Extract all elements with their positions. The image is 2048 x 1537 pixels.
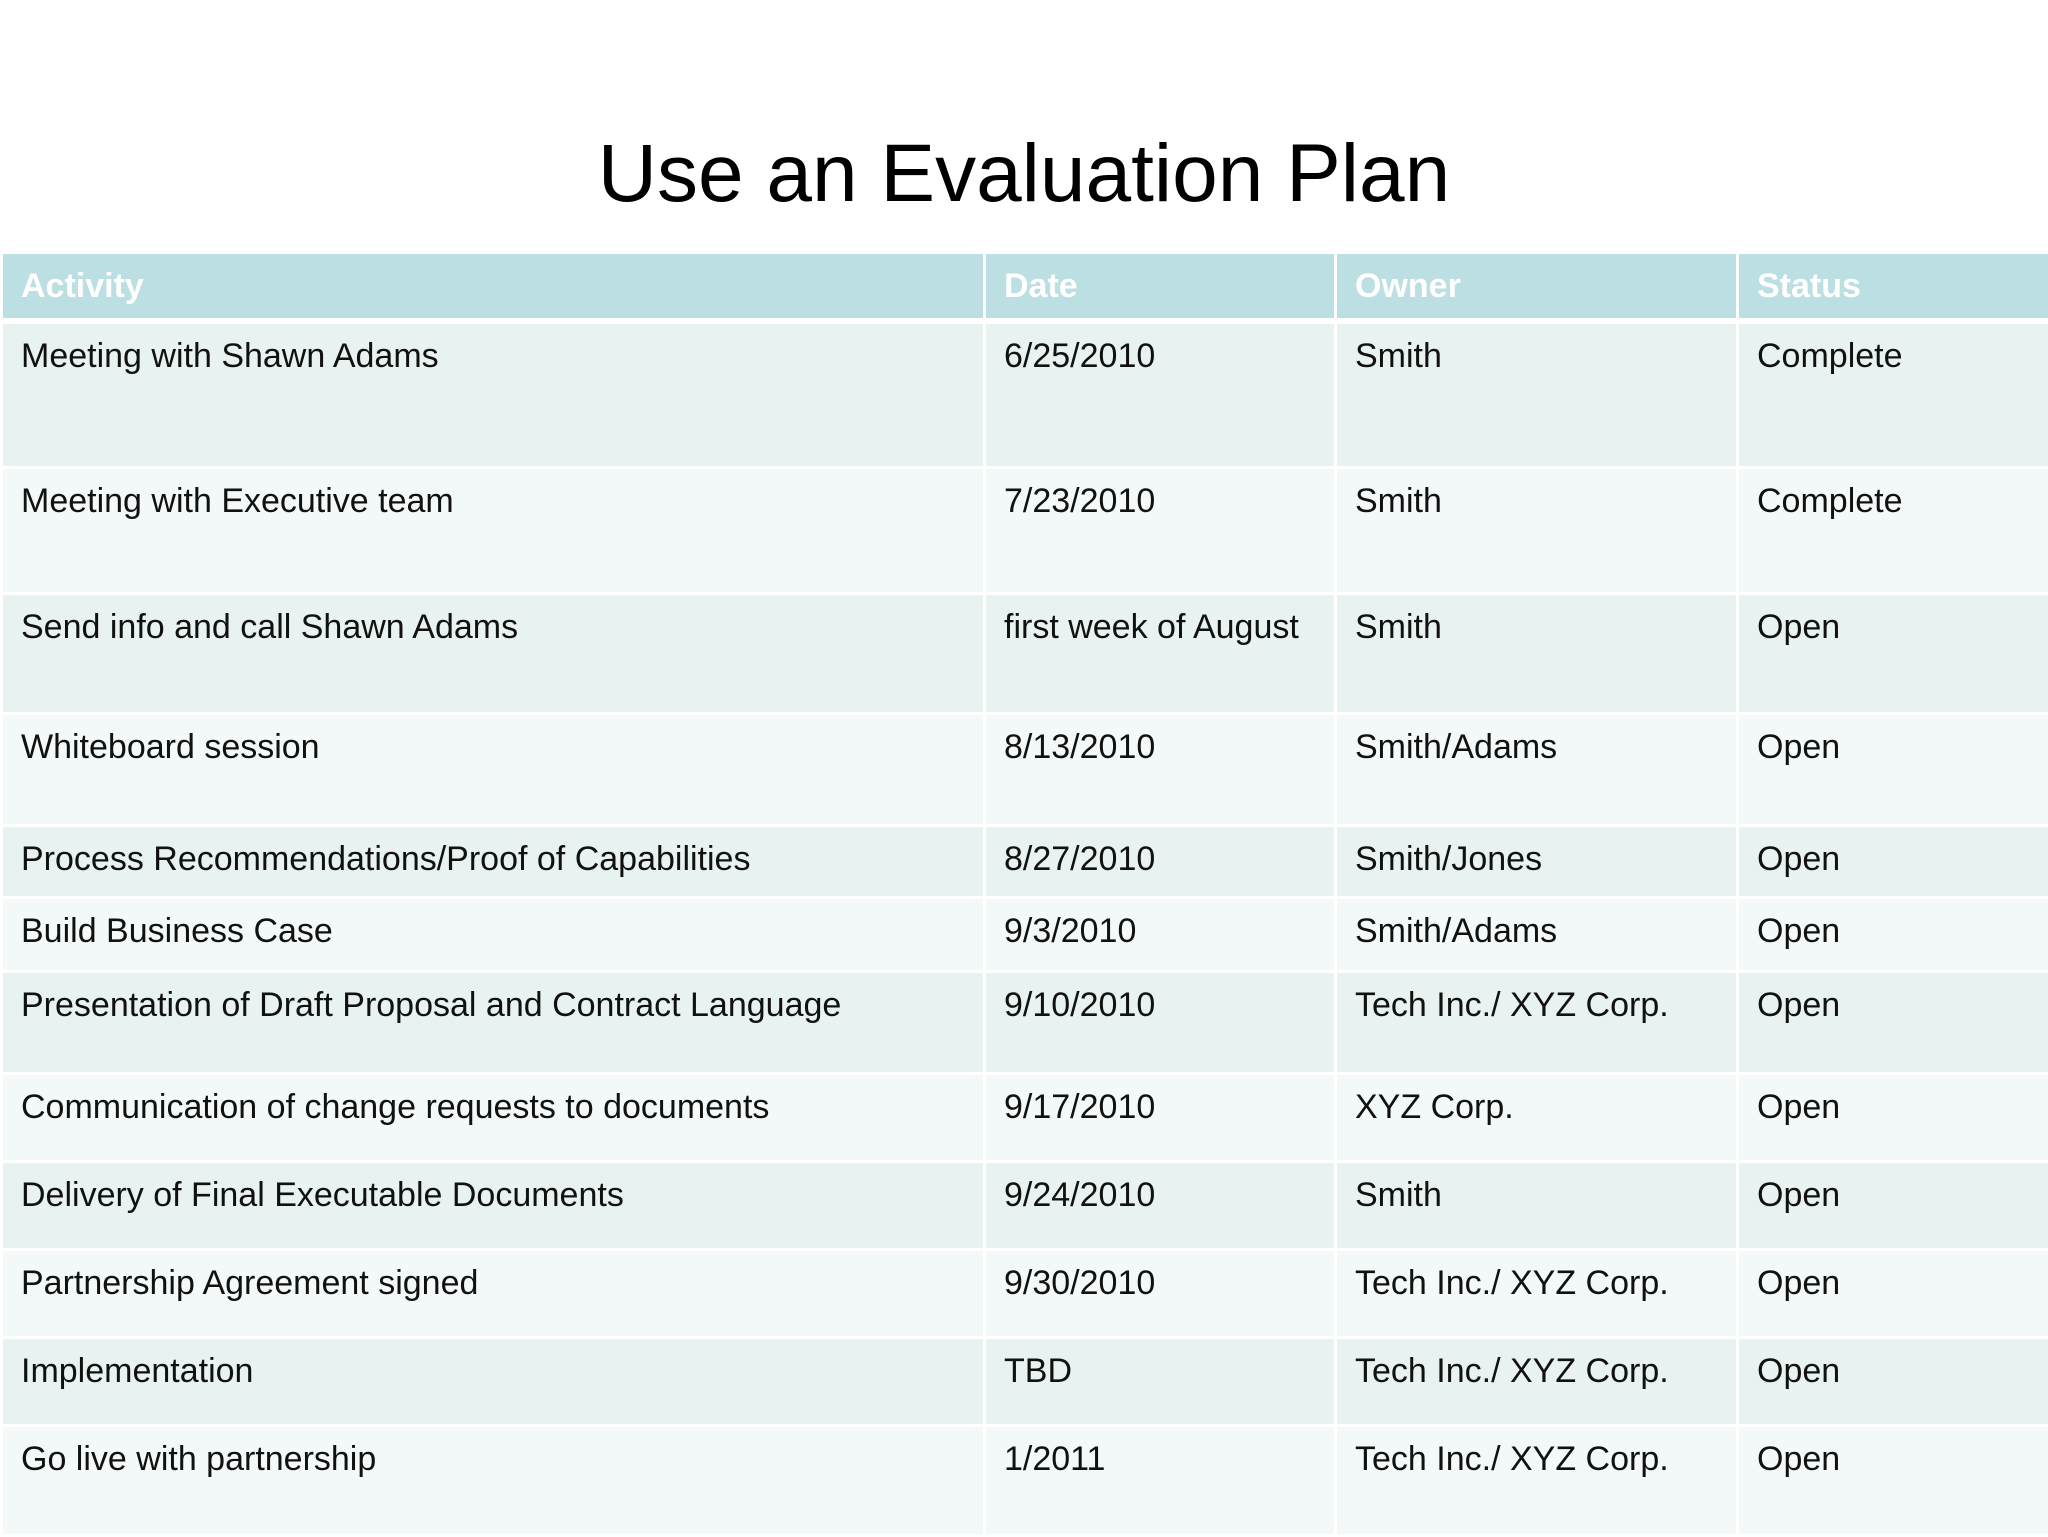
table-row	[2, 825, 2048, 897]
table-row	[2, 1161, 2048, 1249]
table-row	[2, 593, 2048, 713]
date-cell: 8/13/2010	[985, 713, 1336, 825]
column-header-status: Status	[1738, 253, 2048, 322]
owner-cell: Tech Inc./ XYZ Corp.	[1336, 1425, 1738, 1535]
date-cell: 8/27/2010	[985, 825, 1336, 897]
activity-cell: Meeting with Executive team	[2, 467, 985, 593]
status-cell: Open	[1738, 1161, 2048, 1249]
table-row	[2, 1425, 2048, 1535]
status-cell: Open	[1738, 1337, 2048, 1425]
status-cell: Open	[1738, 713, 2048, 825]
owner-cell: Smith/Adams	[1336, 713, 1738, 825]
owner-cell: Smith	[1336, 321, 1738, 467]
table-row	[2, 1337, 2048, 1425]
owner-cell: Smith	[1336, 593, 1738, 713]
column-header-date: Date	[985, 253, 1336, 322]
status-cell: Open	[1738, 1425, 2048, 1535]
table-row	[2, 713, 2048, 825]
status-cell: Open	[1738, 825, 2048, 897]
date-cell: 9/10/2010	[985, 971, 1336, 1073]
owner-cell: Tech Inc./ XYZ Corp.	[1336, 1337, 1738, 1425]
status-cell: Open	[1738, 1249, 2048, 1337]
table-row	[2, 1073, 2048, 1161]
status-cell: Complete	[1738, 467, 2048, 593]
date-cell: 1/2011	[985, 1425, 1336, 1535]
status-cell: Open	[1738, 971, 2048, 1073]
date-cell: first week of August	[985, 593, 1336, 713]
date-cell: 9/17/2010	[985, 1073, 1336, 1161]
status-cell: Open	[1738, 897, 2048, 971]
table-row	[2, 1249, 2048, 1337]
activity-cell: Implementation	[2, 1337, 985, 1425]
activity-cell: Presentation of Draft Proposal and Contract Language	[2, 971, 985, 1073]
slide-title: Use an Evaluation Plan	[0, 120, 2048, 228]
activity-cell: Send info and call Shawn Adams	[2, 593, 985, 713]
activity-cell: Communication of change requests to documents	[2, 1073, 985, 1161]
owner-cell: Smith	[1336, 1161, 1738, 1249]
status-cell: Open	[1738, 593, 2048, 713]
table-row	[2, 897, 2048, 971]
owner-cell: Smith/Jones	[1336, 825, 1738, 897]
owner-cell: Tech Inc./ XYZ Corp.	[1336, 1249, 1738, 1337]
activity-cell: Build Business Case	[2, 897, 985, 971]
status-cell: Open	[1738, 1073, 2048, 1161]
date-cell: 9/24/2010	[985, 1161, 1336, 1249]
owner-cell: Smith	[1336, 467, 1738, 593]
activity-cell: Whiteboard session	[2, 713, 985, 825]
table-row	[2, 467, 2048, 593]
table-row	[2, 971, 2048, 1073]
date-cell: TBD	[985, 1337, 1336, 1425]
activity-cell: Process Recommendations/Proof of Capabilities	[2, 825, 985, 897]
date-cell: 6/25/2010	[985, 321, 1336, 467]
owner-cell: XYZ Corp.	[1336, 1073, 1738, 1161]
evaluation-plan-table	[0, 251, 2048, 1537]
activity-cell: Meeting with Shawn Adams	[2, 321, 985, 467]
status-cell: Complete	[1738, 321, 2048, 467]
date-cell: 9/30/2010	[985, 1249, 1336, 1337]
activity-cell: Delivery of Final Executable Documents	[2, 1161, 985, 1249]
table-row	[2, 321, 2048, 467]
date-cell: 9/3/2010	[985, 897, 1336, 971]
activity-cell: Partnership Agreement signed	[2, 1249, 985, 1337]
table-header-row	[2, 253, 2048, 322]
date-cell: 7/23/2010	[985, 467, 1336, 593]
column-header-owner: Owner	[1336, 253, 1738, 322]
owner-cell: Smith/Adams	[1336, 897, 1738, 971]
owner-cell: Tech Inc./ XYZ Corp.	[1336, 971, 1738, 1073]
column-header-activity: Activity	[2, 253, 985, 322]
activity-cell: Go live with partnership	[2, 1425, 985, 1535]
